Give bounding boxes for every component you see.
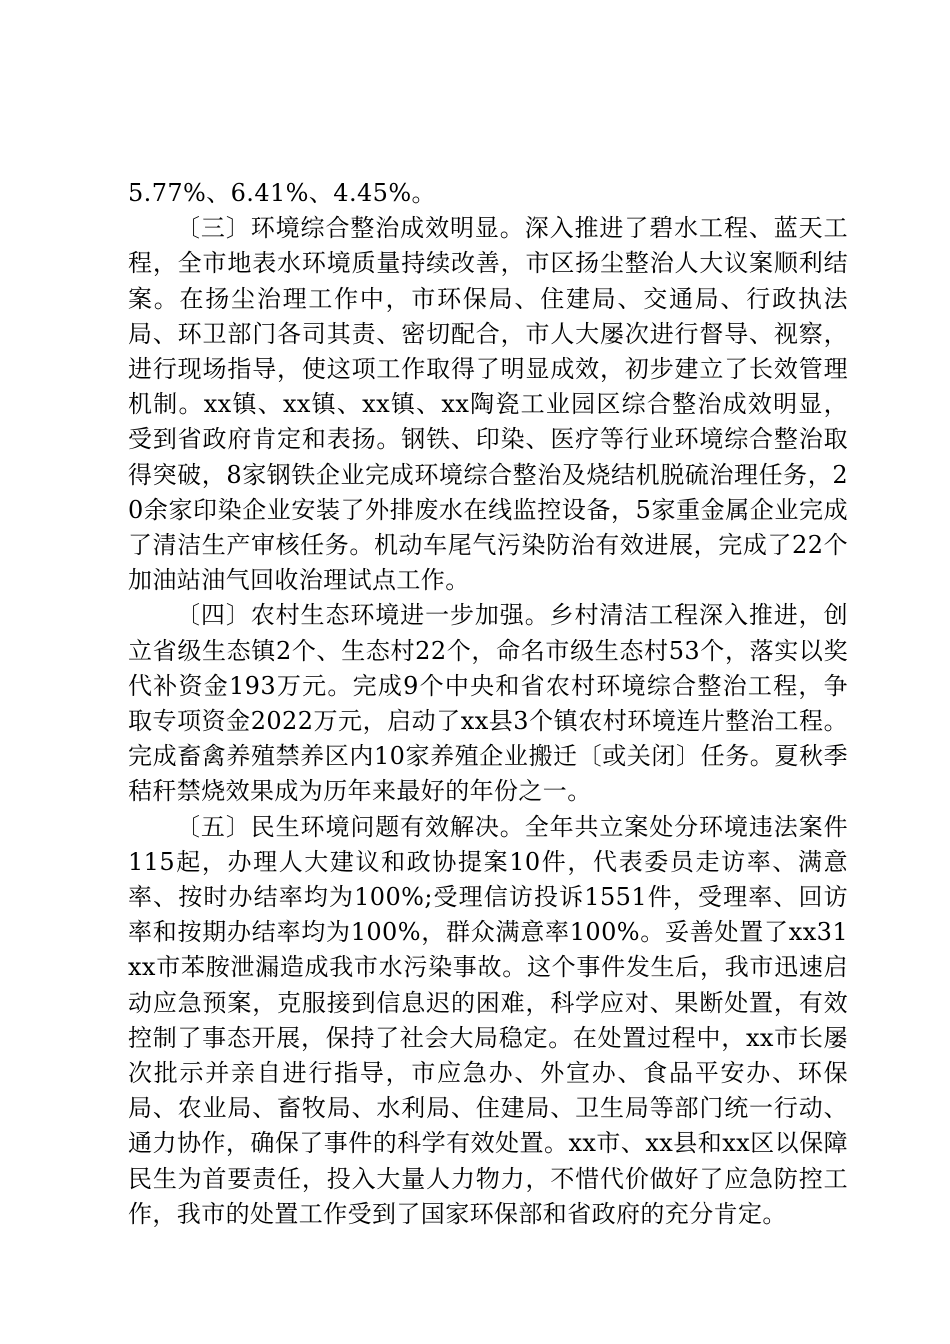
document-body [128, 176, 848, 1232]
paragraph-section-4: 〔四〕农村生态环境进一步加强。乡村清洁工程深入推进，创立省级生态镇2个、生态村22个，命名市级生态村53个，落实以奖代补资金193万元。完成9个中央和省农村环境综合整治工程，争取专项资金2022万元，启动了xx县3个镇农村环境连片整治工程。完成畜禽养殖禁养区内10家养殖企业搬迁〔或关闭〕任务。夏秋季秸秆禁烧效果成为历年来最好的年份之一。 [128, 601, 848, 806]
paragraph-section-5: 〔五〕民生环境问题有效解决。全年共立案处分环境违法案件115起，办理人大建议和政协提案10件，代表委员走访率、满意率、按时办结率均为100%;受理信访投诉1551件，受理率、回访率和按期办结率均为100%，群众满意率100%。妥善处置了xx31xx市苯胺泄漏造成我市水污染事故。这个事件发生后，我市迅速启动应急预案，克服接到信息迟的困难，科学应对、果断处置，有效控制了事态开展，保持了社会大局稳定。在处置过程中，xx市长屡次批示并亲自进行指导，市应急办、外宣办、食品平安办、环保局、农业局、畜牧局、水利局、住建局、卫生局等部门统一行动、通力协作，确保了事件的科学有效处置。xx市、xx县和xx区以保障民生为首要责任，投入大量人力物力，不惜代价做好了应急防控工作，我市的处置工作受到了国家环保部和省政府的充分肯定。 [128, 812, 848, 1228]
paragraph-section-3: 〔三〕环境综合整治成效明显。深入推进了碧水工程、蓝天工程，全市地表水环境质量持续改善，市区扬尘整治人大议案顺利结案。在扬尘治理工作中，市环保局、住建局、交通局、行政执法局、环卫部门各司其责、密切配合，市人大屡次进行督导、视察，进行现场指导，使这项工作取得了明显成效，初步建立了长效管理机制。xx镇、xx镇、xx镇、xx陶瓷工业园区综合整治成效明显，受到省政府肯定和表扬。钢铁、印染、医疗等行业环境综合整治取得突破，8家钢铁企业完成环境综合整治及烧结机脱硫治理任务，20余家印染企业安装了外排废水在线监控设备，5家重金属企业完成了清洁生产审核任务。机动车尾气污染防治有效进展，完成了22个加油站油气回收治理试点工作。 [128, 214, 848, 595]
paragraph-continuation: 5.77%、6.41%、4.45%。 [128, 179, 436, 207]
